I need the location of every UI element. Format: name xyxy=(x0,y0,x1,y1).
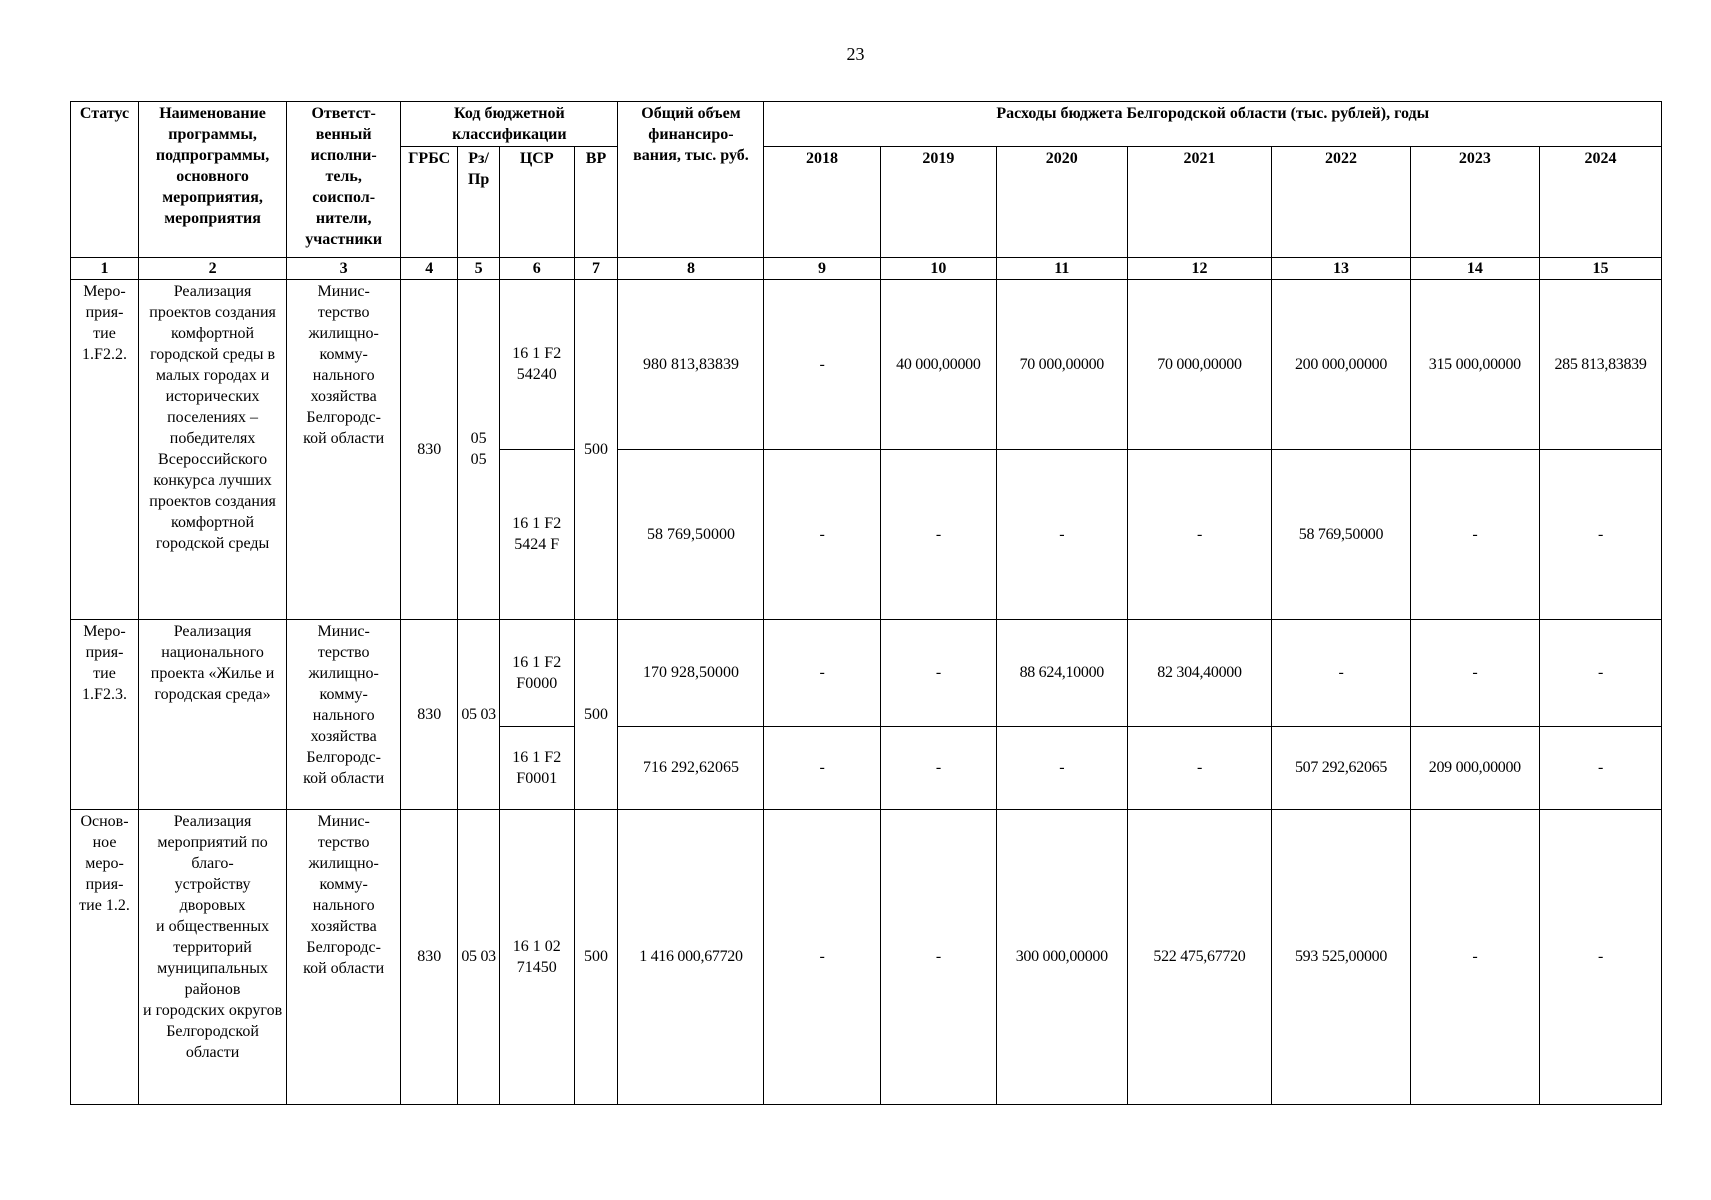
header-year: 2018 xyxy=(764,147,880,258)
year-value: - xyxy=(1540,809,1662,1104)
year-value: - xyxy=(1540,619,1662,726)
table-row xyxy=(71,280,1662,450)
year-value: - xyxy=(1540,726,1662,809)
year-value: - xyxy=(764,809,880,1104)
header-year: 2022 xyxy=(1272,147,1410,258)
column-number: 7 xyxy=(574,258,618,280)
header-year: 2020 xyxy=(997,147,1128,258)
column-number: 1 xyxy=(71,258,139,280)
table-row xyxy=(71,619,1662,726)
year-value: - xyxy=(997,726,1128,809)
header-status: Статус xyxy=(71,102,139,258)
column-number: 3 xyxy=(287,258,401,280)
budget-table xyxy=(70,101,1662,1105)
rzpr-cell: 05 05 xyxy=(458,280,500,620)
year-value: 70 000,00000 xyxy=(1127,280,1272,450)
column-number: 12 xyxy=(1127,258,1272,280)
year-value: 209 000,00000 xyxy=(1410,726,1539,809)
header-budget-code: Код бюджетной классификации xyxy=(401,102,618,147)
year-value: 58 769,50000 xyxy=(1272,449,1410,619)
vr-cell: 500 xyxy=(574,809,618,1104)
year-value: 82 304,40000 xyxy=(1127,619,1272,726)
csr-cell: 16 1 F2 5424 F xyxy=(499,449,574,619)
column-number: 11 xyxy=(997,258,1128,280)
year-value: - xyxy=(1410,619,1539,726)
header-expenses: Расходы бюджета Белгородской области (тыс. рублей), годы xyxy=(764,102,1662,147)
total-cell: 716 292,62065 xyxy=(618,726,764,809)
year-value: 40 000,00000 xyxy=(880,280,996,450)
table-row xyxy=(71,809,1662,1104)
header-year: 2024 xyxy=(1540,147,1662,258)
rzpr-cell: 05 03 xyxy=(458,809,500,1104)
grbs-cell: 830 xyxy=(401,809,458,1104)
header-total: Общий объем финансиро- вания, тыс. руб. xyxy=(618,102,764,258)
year-value: - xyxy=(1410,809,1539,1104)
vr-cell: 500 xyxy=(574,619,618,809)
year-value: 593 525,00000 xyxy=(1272,809,1410,1104)
year-value: - xyxy=(1272,619,1410,726)
total-cell: 170 928,50000 xyxy=(618,619,764,726)
csr-cell: 16 1 F2 F0000 xyxy=(499,619,574,726)
year-value: 315 000,00000 xyxy=(1410,280,1539,450)
year-value: - xyxy=(880,619,996,726)
grbs-cell: 830 xyxy=(401,280,458,620)
vr-cell: 500 xyxy=(574,280,618,620)
total-cell: 1 416 000,67720 xyxy=(618,809,764,1104)
year-value: 522 475,67720 xyxy=(1127,809,1272,1104)
year-value: 70 000,00000 xyxy=(997,280,1128,450)
header-csr: ЦСР xyxy=(499,147,574,258)
header-row-1 xyxy=(71,102,1662,147)
header-vr: ВР xyxy=(574,147,618,258)
responsible-cell: Минис- терство жилищно- комму- нального хозяйства Белгородс- кой области xyxy=(287,280,401,620)
header-grbs: ГРБС xyxy=(401,147,458,258)
csr-cell: 16 1 F2 F0001 xyxy=(499,726,574,809)
year-value: - xyxy=(880,809,996,1104)
status-cell: Меро- прия- тие 1.F2.2. xyxy=(71,280,139,620)
year-value: - xyxy=(880,726,996,809)
header-rzpr: Рз/ Пр xyxy=(458,147,500,258)
name-cell: Реализация проектов создания комфортной городской среды в малых городах и исторических поселениях – победителях Всероссийского конкурса лучших проектов создания комфортной городской среды xyxy=(139,280,287,620)
column-number: 5 xyxy=(458,258,500,280)
year-value: 300 000,00000 xyxy=(997,809,1128,1104)
column-number: 9 xyxy=(764,258,880,280)
column-number: 6 xyxy=(499,258,574,280)
column-number: 14 xyxy=(1410,258,1539,280)
header-year: 2019 xyxy=(880,147,996,258)
year-value: - xyxy=(764,449,880,619)
year-value: - xyxy=(997,449,1128,619)
column-number: 2 xyxy=(139,258,287,280)
year-value: - xyxy=(764,619,880,726)
column-number: 15 xyxy=(1540,258,1662,280)
column-number: 4 xyxy=(401,258,458,280)
csr-cell: 16 1 F2 54240 xyxy=(499,280,574,450)
header-year: 2023 xyxy=(1410,147,1539,258)
column-number: 8 xyxy=(618,258,764,280)
year-value: - xyxy=(764,726,880,809)
year-value: 507 292,62065 xyxy=(1272,726,1410,809)
csr-cell: 16 1 02 71450 xyxy=(499,809,574,1104)
responsible-cell: Минис- терство жилищно- комму- нального хозяйства Белгородс- кой области xyxy=(287,619,401,809)
name-cell: Реализация национального проекта «Жилье и городская среда» xyxy=(139,619,287,809)
header-responsible: Ответст- венный исполни- тель, соиспол- нители, участники xyxy=(287,102,401,258)
year-value: 285 813,83839 xyxy=(1540,280,1662,450)
year-value: - xyxy=(1410,449,1539,619)
grbs-cell: 830 xyxy=(401,619,458,809)
year-value: 200 000,00000 xyxy=(1272,280,1410,450)
total-cell: 58 769,50000 xyxy=(618,449,764,619)
status-cell: Меро- прия- тие 1.F2.3. xyxy=(71,619,139,809)
responsible-cell: Минис- терство жилищно- комму- нального хозяйства Белгородс- кой области xyxy=(287,809,401,1104)
total-cell: 980 813,83839 xyxy=(618,280,764,450)
year-value: 88 624,10000 xyxy=(997,619,1128,726)
page-number: 23 xyxy=(846,44,865,64)
column-number-row xyxy=(71,258,1662,280)
year-value: - xyxy=(764,280,880,450)
header-name: Наименование программы, подпрограммы, основного мероприятия, мероприятия xyxy=(139,102,287,258)
year-value: - xyxy=(1127,449,1272,619)
header-year: 2021 xyxy=(1127,147,1272,258)
year-value: - xyxy=(1127,726,1272,809)
column-number: 13 xyxy=(1272,258,1410,280)
year-value: - xyxy=(1540,449,1662,619)
rzpr-cell: 05 03 xyxy=(458,619,500,809)
name-cell: Реализация мероприятий по благо- устройству дворовых и общественных территорий муниципальных районов и городских округов Белгородской области xyxy=(139,809,287,1104)
status-cell: Основ- ное меро- прия- тие 1.2. xyxy=(71,809,139,1104)
column-number: 10 xyxy=(880,258,996,280)
year-value: - xyxy=(880,449,996,619)
